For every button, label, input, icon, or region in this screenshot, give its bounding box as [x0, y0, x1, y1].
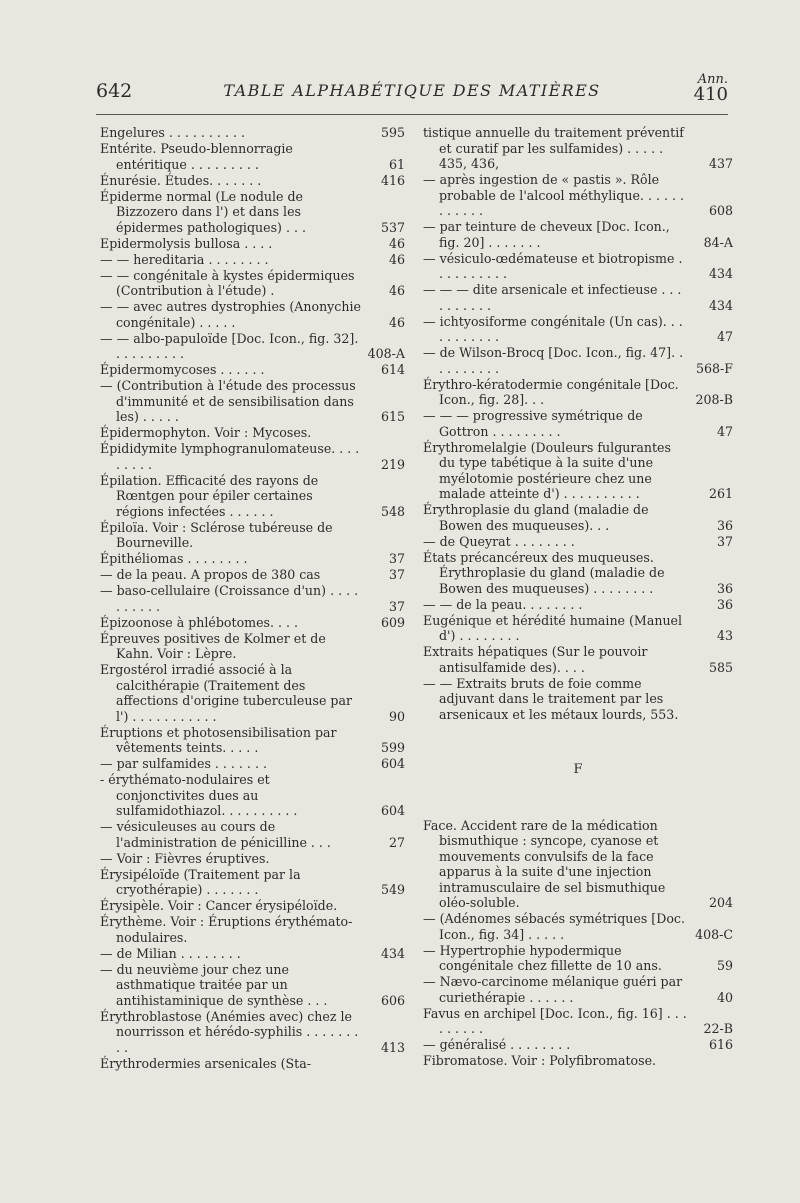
entry-text: tistique annuelle du traitement préventif et curatif par les sulfamides) . . . . . 435, 436,	[423, 125, 684, 171]
entry-page: 36	[716, 596, 733, 612]
entry-text: — par sulfamides . . . . . . .	[100, 756, 267, 771]
index-column-right	[423, 125, 733, 1069]
entry-page: 604	[380, 803, 405, 818]
entry-text: — — Extraits bruts de foie comme adjuvant dans le traitement par les arsenicaux et les métaux lourds, 553.	[423, 675, 679, 722]
page-header	[96, 72, 728, 112]
entry-text: Érythrodermies arsenicales (Sta-	[100, 1055, 311, 1071]
entry-text: — ichtyosiforme congénitale (Un cas). . . . . . . . . . .	[423, 313, 683, 344]
index-entry	[423, 943, 733, 974]
entry-page: 46	[388, 314, 405, 330]
index-entry	[100, 583, 405, 614]
index-entry	[100, 125, 405, 141]
entry-text: — — avec autres dystrophies (Anonychie congénitale) . . . . .	[100, 299, 361, 330]
entry-text: Épizoonose à phlébotomes. . . .	[100, 614, 299, 630]
entry-text: — — de la peau. . . . . . . .	[423, 596, 583, 612]
entry-text: Épiloïa. Voir : Sclérose tubéreuse de Bourneville.	[100, 519, 333, 550]
entry-text: Épiderme normal (Le nodule de Bizzozero dans l') et dans les épidermes pathologiques) . . .	[100, 188, 306, 235]
index-entry	[100, 268, 405, 299]
entry-page: 609	[380, 614, 405, 630]
entry-text: Engelures . . . . . . . . . .	[100, 125, 245, 140]
index-entry	[100, 851, 405, 867]
index-entry	[100, 867, 405, 898]
index-entry	[100, 1056, 405, 1072]
section-letter: F	[573, 762, 583, 777]
entry-page: 22-B	[703, 1021, 733, 1036]
entry-text: — vésiculeuses au cours de l'administration de pénicilline . . .	[100, 819, 331, 850]
entry-text: — — hereditaria . . . . . . . .	[100, 251, 269, 267]
entry-text: Énurésie. Études. . . . . . .	[100, 172, 262, 188]
entry-text: Fibromatose. Voir : Polyfibromatose.	[423, 1053, 657, 1068]
index-entry	[423, 251, 733, 282]
entry-page: 614	[380, 362, 405, 377]
entry-page: 27	[388, 834, 405, 850]
entry-text: — après ingestion de « pastis ». Rôle probable de l'alcool méthylique. . . . . . . . . . . .	[423, 172, 684, 218]
entry-text: — baso-cellulaire (Croissance d'un) . . . . . . . . . .	[100, 583, 359, 614]
index-entry	[423, 314, 733, 345]
entry-text: Épithéliomas . . . . . . . .	[100, 551, 248, 566]
index-entry	[100, 662, 405, 724]
entry-page: 616	[708, 1037, 733, 1052]
index-entry	[423, 818, 733, 911]
index-entry	[423, 219, 733, 250]
entry-page: 549	[380, 882, 405, 897]
entry-page: 37	[716, 533, 733, 549]
entry-page: 585	[708, 659, 733, 675]
index-entry	[423, 974, 733, 1005]
entry-page: 568-F	[695, 360, 733, 376]
entry-text: - érythémato-nodulaires et conjonctivites dues au sulfamidothiazol. . . . . . . . . .	[100, 772, 298, 818]
index-entry	[100, 946, 405, 962]
entry-page: 604	[380, 756, 405, 771]
entry-text: Érythro-kératodermie congénitale [Doc. Icon., fig. 28]. . .	[423, 376, 679, 407]
entry-text: — de Queyrat . . . . . . . .	[423, 533, 575, 549]
index-entry	[423, 597, 733, 613]
index-entry	[100, 898, 405, 914]
entry-text: Epidermolysis bullosa . . . .	[100, 235, 273, 251]
entry-page: 413	[380, 1039, 405, 1055]
entry-text: Érythroplasie du gland (maladie de Bowen des muqueuses). . .	[423, 502, 649, 533]
entry-page: 208-B	[695, 392, 733, 407]
entry-text: Érythroblastose (Anémies avec) chez le nourrisson et hérédo-syphilis . . . . . . . . .	[100, 1008, 359, 1055]
index-entry	[423, 1037, 733, 1053]
entry-text: Érythème. Voir : Éruptions érythémato-nodulaires.	[100, 914, 353, 945]
index-entry	[100, 236, 405, 252]
index-entry	[423, 172, 733, 219]
entry-text: Éruptions et photosensibilisation par vêtements teints. . . . .	[100, 724, 337, 755]
entry-text: Face. Accident rare de la médication bismuthique : syncope, cyanose et mouvements convulsifs de la face apparus à la suite d'une injection intramusculaire de sel bismuthique oléo-soluble.	[423, 817, 666, 910]
entry-text: Ergostérol irradié associé à la calcithérapie (Traitement des affections d'origine tuberculeuse par l') . . . . . . . . . . .	[100, 662, 352, 724]
entry-page: 219	[380, 456, 405, 472]
index-entry	[423, 408, 733, 439]
entry-text: — de Milian . . . . . . . .	[100, 945, 241, 961]
entry-page: 204	[708, 895, 733, 910]
index-entry	[423, 345, 733, 376]
entry-text: — de Wilson-Brocq [Doc. Icon., fig. 47]. . . . . . . . . .	[423, 345, 684, 376]
annee-label: Ann.	[697, 72, 728, 87]
index-entry	[100, 567, 405, 583]
entry-page: 46	[388, 251, 405, 267]
entry-page: 90	[388, 708, 405, 724]
entry-page: 437	[708, 156, 733, 171]
entry-page: 61	[388, 156, 405, 172]
index-entry	[100, 362, 405, 378]
entry-page: 36	[716, 580, 733, 596]
entry-page: 599	[380, 740, 405, 755]
entry-page: 408-C	[695, 926, 733, 942]
index-entry	[100, 331, 405, 362]
index-entry	[100, 631, 405, 662]
index-entry	[100, 551, 405, 567]
entry-text: — de la peau. A propos de 380 cas	[100, 567, 321, 582]
entry-text: Érysipéloïde (Traitement par la cryothérapie) . . . . . . .	[100, 866, 301, 897]
entry-text: — Voir : Fièvres éruptives.	[100, 850, 270, 866]
entry-page: 261	[708, 486, 733, 501]
index-entry	[100, 378, 405, 425]
index-entry	[423, 1053, 733, 1069]
running-title: TABLE ALPHABÉTIQUE DES MATIÈRES	[223, 81, 601, 100]
entry-page: 434	[380, 945, 405, 961]
index-entry	[423, 125, 733, 172]
entry-page: 59	[716, 958, 733, 973]
entry-text: Érysipèle. Voir : Cancer érysipéloïde.	[100, 898, 338, 913]
entry-page: 416	[380, 172, 405, 188]
entry-text: — — congénitale à kystes épidermiques (Contribution à l'étude) .	[100, 267, 355, 298]
index-entry	[100, 725, 405, 756]
index-entry	[100, 914, 405, 945]
index-entry	[100, 425, 405, 441]
entry-page: 84-A	[703, 234, 733, 250]
entry-page: 37	[388, 567, 405, 582]
index-entry	[100, 173, 405, 189]
index-entry	[100, 819, 405, 850]
index-entry	[423, 534, 733, 550]
index-entry	[423, 502, 733, 533]
volume-marker	[693, 72, 728, 105]
entry-page: 537	[380, 219, 405, 235]
entry-page: 434	[708, 297, 733, 313]
index-entry	[100, 1009, 405, 1056]
entry-text: Épididymite lymphogranulomateuse. . . . . . . . .	[100, 441, 360, 472]
entry-page: 434	[708, 266, 733, 281]
entry-text: — vésiculo-œdémateuse et biotropisme . . . . . . . . . .	[423, 250, 683, 281]
index-entry	[423, 911, 733, 942]
entry-page: 43	[716, 628, 733, 643]
index-entry	[423, 377, 733, 408]
entry-page: 608	[708, 203, 733, 218]
index-entry	[100, 189, 405, 236]
entry-text: Épilation. Efficacité des rayons de Rœntgen pour épiler certaines régions infectées . . . . . .	[100, 472, 319, 519]
entry-text: — généralisé . . . . . . . .	[423, 1037, 571, 1052]
entry-text: — par teinture de cheveux [Doc. Icon., fig. 20] . . . . . . .	[423, 219, 670, 250]
entry-text: — Hypertrophie hypodermique congénitale chez fillette de 10 ans.	[423, 942, 662, 973]
entry-page: 548	[380, 503, 405, 519]
entry-page: 46	[388, 235, 405, 251]
entry-page: 606	[380, 992, 405, 1008]
entry-page: 37	[388, 551, 405, 566]
index-entry	[100, 615, 405, 631]
entry-text: États précancéreux des muqueuses. Érythroplasie du gland (maladie de Bowen des muqueuses) . . . . . . . .	[423, 549, 665, 596]
index-entry	[423, 613, 733, 644]
entry-page: 36	[716, 517, 733, 533]
header-rule	[96, 114, 728, 115]
entry-text: — — — dite arsenicale et infectieuse . . . . . . . . . .	[423, 282, 682, 313]
index-entry	[423, 644, 733, 675]
entry-page: 47	[716, 329, 733, 344]
index-entry	[100, 252, 405, 268]
index-entry	[100, 962, 405, 1009]
entry-text: Épidermomycoses . . . . . .	[100, 362, 265, 377]
volume-number: 410	[693, 84, 728, 105]
index-entry	[423, 440, 733, 502]
entry-text: Épidermophyton. Voir : Mycoses.	[100, 425, 312, 440]
index-entry	[100, 473, 405, 520]
entry-page: 47	[716, 423, 733, 439]
entry-text: — — — progressive symétrique de Gottron . . . . . . . . .	[423, 408, 643, 439]
index-entry	[423, 1006, 733, 1037]
entry-text: Eugénique et hérédité humaine (Manuel d') . . . . . . . .	[423, 612, 683, 643]
index-entry	[100, 141, 405, 172]
index-entry	[100, 299, 405, 330]
entry-page: 37	[388, 598, 405, 614]
index-entry	[423, 550, 733, 597]
entry-text: Épreuves positives de Kolmer et de Kahn. Voir : Lèpre.	[100, 630, 326, 661]
entry-text: — (Adénomes sébacés symétriques [Doc. Icon., fig. 34] . . . . .	[423, 911, 685, 942]
entry-text: Érythromelalgie (Douleurs fulgurantes du type tabétique à la suite d'une myélotomie postérieure chez une malade atteinte d') . . . . . . . . . .	[423, 439, 671, 501]
entry-page: 40	[716, 989, 733, 1005]
entry-page: 595	[380, 125, 405, 140]
page-number: 642	[96, 80, 133, 102]
entry-text: — — albo-papuloïde [Doc. Icon., fig. 32]. . . . . . . . . .	[100, 330, 359, 361]
entry-text: — (Contribution à l'étude des processus d'immunité et de sensibilisation dans les) . . . . .	[100, 378, 356, 424]
entry-page: 615	[380, 409, 405, 424]
entry-page: 46	[388, 283, 405, 298]
entry-text: — Nævo-carcinome mélanique guéri par curiethérapie . . . . . .	[423, 974, 683, 1005]
index-entry	[100, 756, 405, 772]
entry-text: — du neuvième jour chez une asthmatique traitée par un antihistaminique de synthèse . . .	[100, 961, 328, 1008]
index-entry	[100, 441, 405, 472]
entry-text: Extraits hépatiques (Sur le pouvoir antisulfamide des). . . .	[423, 644, 648, 675]
index-column-left	[100, 125, 405, 1072]
index-entry	[100, 520, 405, 551]
index-entry	[100, 772, 405, 819]
index-entry	[423, 676, 733, 723]
index-entry	[423, 282, 733, 313]
entry-text: Favus en archipel [Doc. Icon., fig. 16] . . . . . . . . .	[423, 1005, 687, 1036]
entry-text: Entérite. Pseudo-blennorragie entéritique . . . . . . . . .	[100, 141, 293, 172]
entry-page: 408-A	[367, 346, 405, 361]
